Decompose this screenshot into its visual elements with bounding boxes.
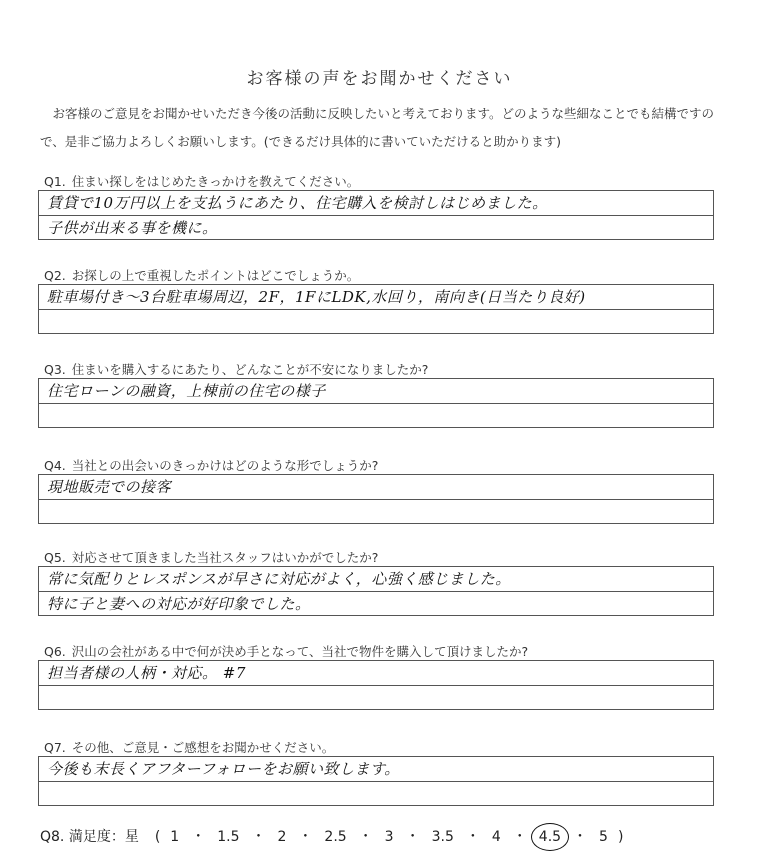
question-number: Q7. (44, 740, 66, 755)
answer-line (39, 781, 713, 805)
question-number: Q4. (44, 458, 66, 473)
question-2 (44, 266, 359, 284)
question-text: 対応させて頂きました当社スタッフはいかがでしたか? (71, 550, 379, 565)
rating-label: Q8. 満足度：星 (40, 829, 139, 845)
answer-line (39, 475, 713, 499)
answer-line (39, 499, 713, 523)
close-paren: ) (617, 829, 624, 845)
question-5 (44, 548, 378, 566)
rating-separator: ・ (358, 829, 373, 845)
answer-line (39, 591, 713, 615)
question-text: 沢山の会社がある中で何が決め手となって、当社で物件を購入して頂けましたか? (71, 644, 529, 659)
rating-options (168, 829, 610, 845)
answer-line (39, 309, 713, 333)
question-7 (44, 738, 334, 756)
handwritten-answer: 現地販売での接客 (47, 478, 172, 496)
handwritten-answer: 駐車場付き〜3台駐車場周辺，2F，1FにLDK,水回り，南向き(日当たり良好) (47, 288, 586, 306)
rating-separator: ・ (573, 829, 588, 845)
rating-separator: ・ (405, 829, 420, 845)
rating-option[interactable]: 3 (384, 829, 394, 845)
answer-line (39, 685, 713, 709)
answer-box-4 (38, 474, 714, 524)
rating-option[interactable]: 3.5 (431, 829, 454, 845)
page-title: お客様の声をお聞かせください (246, 69, 513, 89)
rating-separator: ・ (191, 829, 206, 845)
answer-line (39, 403, 713, 427)
question-text: お探しの上で重視したポイントはどこでしょうか。 (71, 268, 360, 283)
handwritten-answer: 住宅ローンの融資，上棟前の住宅の様子 (47, 382, 326, 400)
answer-line (39, 757, 713, 781)
answer-box-6 (38, 660, 714, 710)
question-number: Q6. (44, 644, 66, 659)
question-1 (44, 172, 359, 190)
handwritten-answer: 担当者様の人柄・対応。 #7 (47, 664, 246, 682)
rating-separator: ・ (298, 829, 313, 845)
question-number: Q5. (44, 550, 66, 565)
handwritten-answer: 子供が出来る事を機に。 (47, 219, 218, 237)
answer-box-5 (38, 566, 714, 616)
question-6 (44, 642, 528, 660)
rating-option[interactable]: 2 (277, 829, 287, 845)
rating-separator: ・ (251, 829, 266, 845)
question-number: Q3. (44, 362, 66, 377)
satisfaction-rating (40, 826, 631, 846)
answer-box-2 (38, 284, 714, 334)
handwritten-answer: 賃貸で10万円以上を支払うにあたり、住宅購入を検討しはじめました。 (47, 194, 548, 212)
answer-line (39, 567, 713, 591)
rating-option[interactable]: 1.5 (217, 829, 240, 845)
selected-circle-mark (531, 823, 569, 851)
answer-line (39, 379, 713, 403)
question-number: Q2. (44, 268, 66, 283)
question-text: 当社との出会いのきっかけはどのような形でしょうか? (71, 458, 379, 473)
handwritten-answer: 今後も末長くアフターフォローをお願い致します。 (47, 760, 400, 778)
question-number: Q1. (44, 174, 66, 189)
answer-box-3 (38, 378, 714, 428)
question-text: 住まい探しをはじめたきっかけを教えてください。 (71, 174, 360, 189)
answer-line (39, 215, 713, 239)
rating-option[interactable]: 4.5 (537, 829, 563, 845)
answer-box-1 (38, 190, 714, 240)
intro-text: お客様のご意見をお聞かせいただき今後の活動に反映したいと考えております。どのような些細なことでも結構ですので、是非ご協力よろしくお願いします。(できるだけ具体的に書いていただけると助かります) (40, 106, 715, 149)
question-4 (44, 456, 378, 474)
rating-option[interactable]: 1 (170, 829, 180, 845)
question-text: 住まいを購入するにあたり、どんなことが不安になりましたか? (71, 362, 429, 377)
rating-option[interactable]: 5 (599, 829, 608, 845)
rating-option[interactable]: 4 (491, 829, 501, 845)
question-text: その他、ご意見・ご感想をお聞かせください。 (71, 740, 335, 755)
answer-line (39, 285, 713, 309)
open-paren: ( (154, 829, 161, 845)
rating-separator: ・ (512, 829, 527, 845)
answer-line (39, 191, 713, 215)
rating-option[interactable]: 2.5 (324, 829, 347, 845)
rating-separator: ・ (465, 829, 480, 845)
handwritten-answer: 特に子と妻への対応が好印象でした。 (47, 595, 311, 613)
handwritten-answer: 常に気配りとレスポンスが早さに対応がよく，心強く感じました。 (47, 570, 511, 588)
answer-box-7 (38, 756, 714, 806)
answer-line (39, 661, 713, 685)
question-3 (44, 360, 428, 378)
